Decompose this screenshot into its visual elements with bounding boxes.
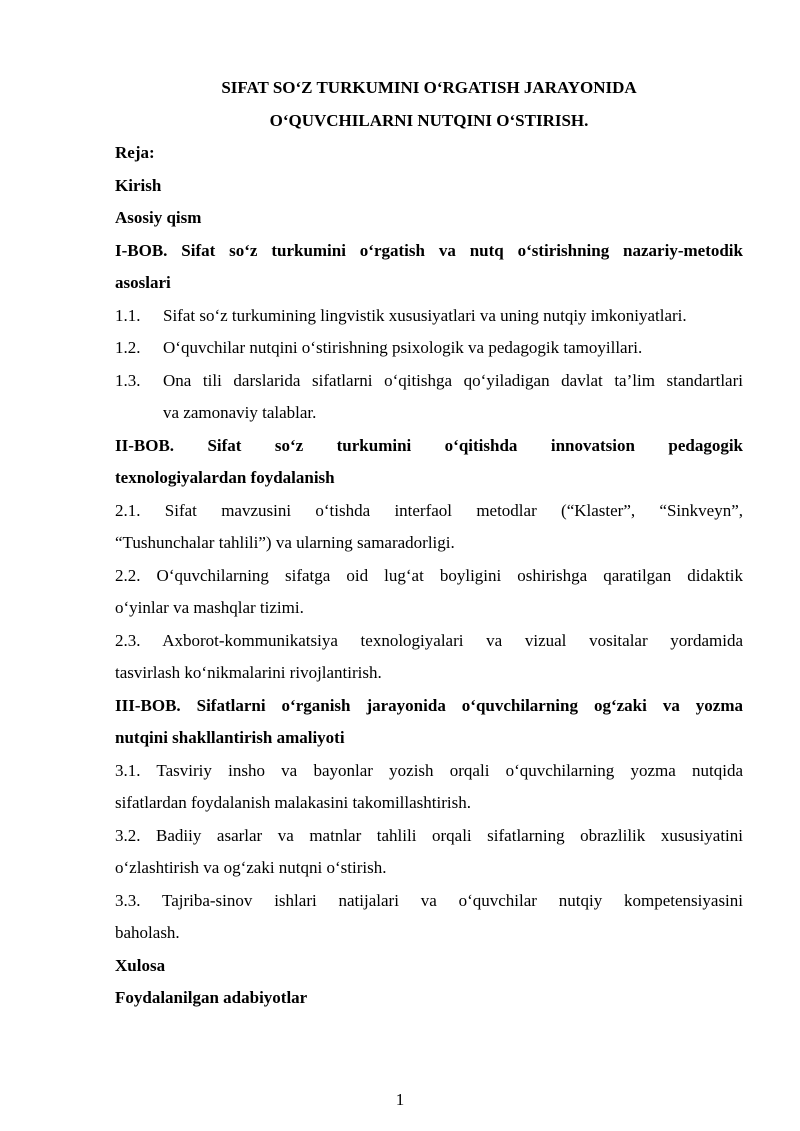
chapter-1-heading-line-1: I-BOB. Sifat so‘z turkumini o‘rgatish va nutq o‘stirishning nazariy-metodik <box>115 240 743 260</box>
item-text-block <box>163 365 743 430</box>
chapter-1-heading-line-2: asoslari <box>115 273 171 292</box>
item-text: Sifat so‘z turkumining lingvistik xususiyatlari va uning nutqiy imkoniyatlari. <box>163 305 687 325</box>
chapter-2-item-3-line-1: 2.3. Axborot-kommunikatsiya texnologiyalari va vizual vositalar yordamida <box>115 630 743 650</box>
chapter-2-heading-line-2: texnologiyalardan foydalanish <box>115 468 335 487</box>
chapter-3-item-2-line-1: 3.2. Badiiy asarlar va matnlar tahlili orqali sifatlarning obrazlilik xususiyatini <box>115 825 743 845</box>
references-heading: Foydalanilgan adabiyotlar <box>115 988 308 1007</box>
chapter-1-item-1 <box>115 300 743 333</box>
item-number: 1.3. <box>115 370 141 390</box>
page-title-line-1: SIFAT SO‘Z TURKUMINI O‘RGATISH JARAYONIDA <box>221 78 637 97</box>
conclusion-heading: Xulosa <box>115 955 166 975</box>
chapter-3-item-3-line-1: 3.3. Tajriba-sinov ishlari natijalari va o‘quvchilar nutqiy kompetensiyasini <box>115 890 743 910</box>
item-text: O‘quvchilar nutqini o‘stirishning psixologik va pedagogik tamoyillari. <box>163 338 643 357</box>
main-part-heading: Asosiy qism <box>115 208 202 227</box>
item-number: 1.1. <box>115 305 141 325</box>
chapter-3-item-1-line-2: sifatlardan foydalanish malakasini takomillashtirish. <box>115 793 471 812</box>
item-text-line-1: Ona tili darslarida sifatlarni o‘qitishga qo‘yiladigan davlat ta’lim standartlari <box>163 370 743 390</box>
page-title-line-2: O‘QUVCHILARNI NUTQINI O‘STIRISH. <box>269 110 589 130</box>
chapter-2-item-3-line-2: tasvirlash ko‘nikmalarini rivojlantirish. <box>115 663 382 682</box>
chapter-1-item-2 <box>115 332 743 365</box>
chapter-3-item-2-line-2: o‘zlashtirish va og‘zaki nutqni o‘stirish. <box>115 858 387 877</box>
chapter-3-item-3-line-2: baholash. <box>115 923 180 942</box>
item-text-line-2: va zamonaviy talablar. <box>163 403 317 422</box>
chapter-3-heading-line-1: III-BOB. Sifatlarni o‘rganish jarayonida o‘quvchilarning og‘zaki va yozma <box>115 695 743 715</box>
item-number: 1.2. <box>115 338 141 357</box>
chapter-1-item-3 <box>115 365 743 430</box>
chapter-2-heading-line-1: II-BOB. Sifat so‘z turkumini o‘qitishda innovatsion pedagogik <box>115 435 743 455</box>
chapter-3-item-1-line-1: 3.1. Tasviriy insho va bayonlar yozish orqali o‘quvchilarning yozma nutqida <box>115 760 743 780</box>
chapter-2-item-2-line-2: o‘yinlar va mashqlar tizimi. <box>115 598 304 617</box>
plan-label: Reja: <box>115 143 155 162</box>
chapter-3-heading-line-2: nutqini shakllantirish amaliyoti <box>115 728 345 747</box>
intro-heading: Kirish <box>115 175 162 195</box>
document-body <box>115 72 743 1015</box>
chapter-2-item-1-line-1: 2.1. Sifat mavzusini o‘tishda interfaol metodlar (“Klaster”, “Sinkveyn”, <box>115 500 743 520</box>
chapter-2-item-2-line-1: 2.2. O‘quvchilarning sifatga oid lug‘at boyligini oshirishga qaratilgan didaktik <box>115 565 743 585</box>
chapter-2-item-1-line-2: “Tushunchalar tahlili”) va ularning samaradorligi. <box>115 533 455 552</box>
page-number: 1 <box>395 1090 405 1109</box>
